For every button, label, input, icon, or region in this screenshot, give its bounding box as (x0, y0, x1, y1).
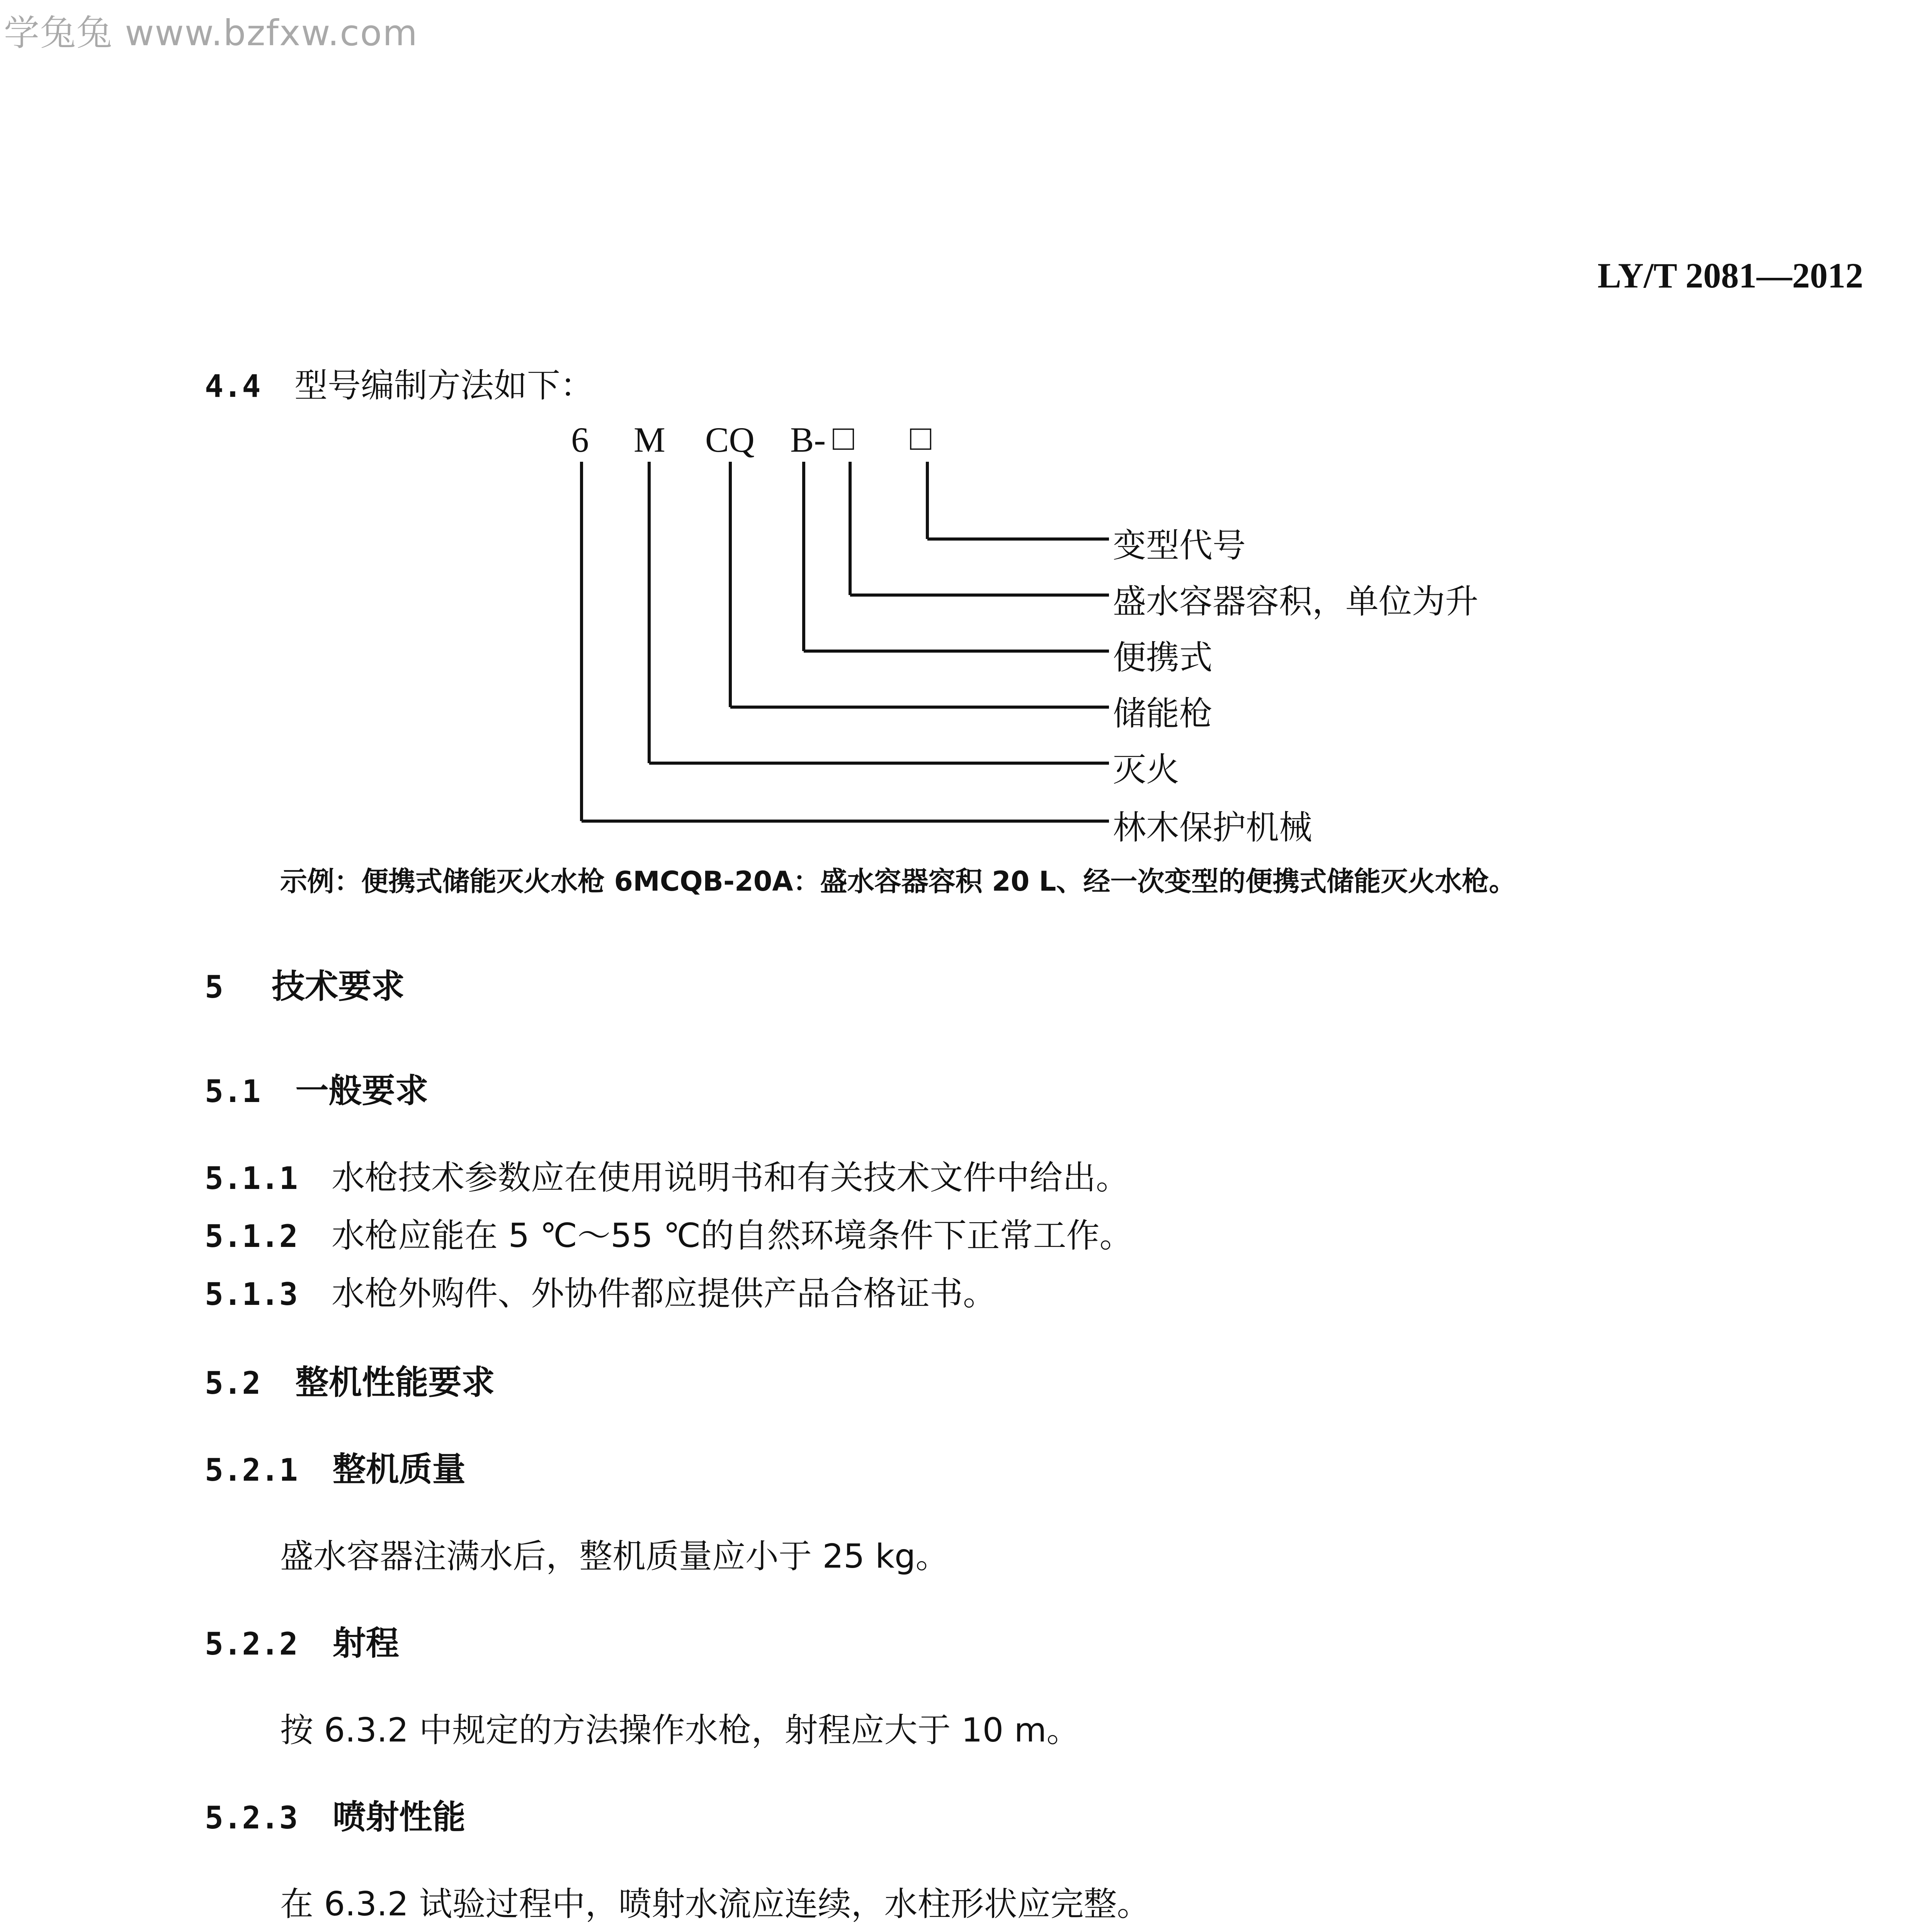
clause-text: 水枪外购件、外协件都应提供产品合格证书。 (332, 1274, 997, 1313)
clause-number: 5.1.3 (205, 1276, 298, 1312)
label-variant-code: 变型代号 (1113, 526, 1246, 565)
clause-5-2-1-text: 盛水容器注满水后，整机质量应小于 25 kg。 (280, 1537, 949, 1576)
label-portable: 便携式 (1113, 638, 1213, 677)
section-number: 5 (205, 969, 224, 1005)
clause-5-2-heading (205, 1363, 495, 1402)
clause-5-2-2-heading (205, 1624, 399, 1663)
clause-5-2-2-text: 按 6.3.2 中规定的方法操作水枪，射程应大于 10 m。 (280, 1711, 1080, 1750)
clause-title: 一般要求 (295, 1071, 429, 1110)
clause-5-2-3-heading (205, 1798, 466, 1837)
clause-number: 5.1 (205, 1073, 261, 1109)
clause-number: 5.1.2 (205, 1218, 298, 1254)
clause-number: 5.2 (205, 1365, 261, 1401)
clause-5-1-1 (205, 1158, 1129, 1197)
clause-title: 整机质量 (332, 1450, 466, 1489)
watermark: 学兔兔 www.bzfxw.com (4, 12, 418, 54)
code-letters-cq: CQ (705, 420, 755, 459)
clause-5-2-1-heading (205, 1450, 466, 1489)
section-title: 技术要求 (272, 967, 405, 1006)
clause-number: 5.2.2 (205, 1626, 298, 1662)
clause-title: 射程 (332, 1624, 399, 1663)
clause-number: 5.1.1 (205, 1160, 298, 1196)
example-note: 示例：便携式储能灭火水枪 6MCQB-20A：盛水容器容积 20 L、经一次变型的便携式储能灭火水枪。 (280, 866, 1516, 897)
label-energy-storage-gun: 储能枪 (1113, 694, 1213, 733)
code-digit-6: 6 (571, 420, 589, 459)
code-box-variant: □ (910, 418, 932, 457)
clause-text: 水枪应能在 5 ℃～55 ℃的自然环境条件下正常工作。 (332, 1216, 1133, 1255)
label-forest-protection-machinery: 林木保护机械 (1113, 808, 1312, 847)
section-5-heading (205, 967, 405, 1006)
clause-5-2-3-text: 在 6.3.2 试验过程中，喷射水流应连续，水柱形状应完整。 (280, 1885, 1150, 1923)
code-box-capacity: □ (833, 418, 854, 457)
label-fire-extinguishing: 灭火 (1113, 750, 1179, 789)
clause-number: 5.2.3 (205, 1800, 298, 1836)
clause-number: 5.2.1 (205, 1452, 298, 1488)
clause-5-1-heading (205, 1071, 429, 1110)
clause-title: 型号编制方法如下： (294, 366, 594, 405)
code-letter-b: B- (790, 420, 826, 459)
standard-code: LY/T 2081—2012 (1597, 256, 1863, 295)
code-letter-m: M (634, 420, 665, 459)
label-capacity: 盛水容器容积，单位为升 (1113, 582, 1478, 621)
clause-title: 喷射性能 (332, 1798, 466, 1837)
clause-5-1-3 (205, 1274, 997, 1313)
clause-title: 整机性能要求 (295, 1363, 495, 1402)
clause-5-1-2 (205, 1216, 1133, 1255)
clause-number: 4.4 (205, 368, 261, 404)
clause-text: 水枪技术参数应在使用说明书和有关技术文件中给出。 (332, 1158, 1129, 1197)
